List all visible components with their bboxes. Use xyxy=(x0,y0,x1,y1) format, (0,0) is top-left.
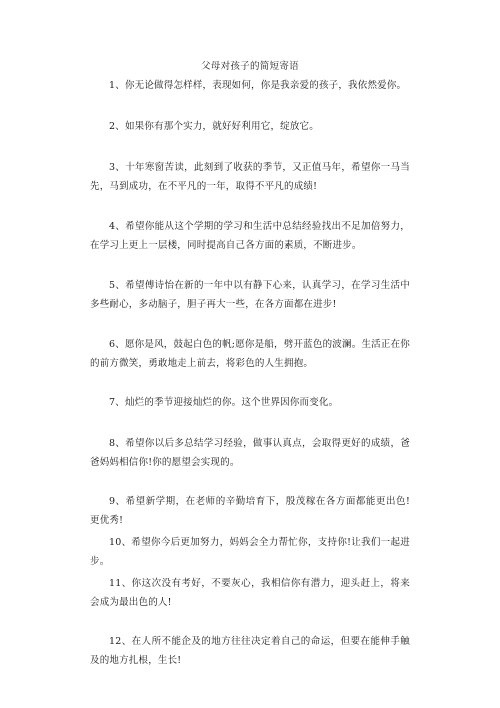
paragraph-2: 2、如果你有那个实力，就好好利用它，绽放它。 xyxy=(109,121,319,132)
paragraph-9: 9、希望新学期，在老师的辛勤培育下，殷茂稼在各方面都能更出色!更优秀! xyxy=(90,496,410,526)
paragraph-7: 7、灿烂的季节迎接灿烂的你。这个世界因你而变化。 xyxy=(109,397,339,408)
paragraph-12: 12、在人所不能企及的地方往往决定着自己的命运，但要在能伸手触及的地方扎根，生长! xyxy=(90,636,410,666)
paragraph-3: 3、十年寒窗苦读，此刻到了收获的季节，又正值马年，希望你一马当先，马到成功，在不平凡的一年，取得不平凡的成绩! xyxy=(90,162,410,192)
paragraph-1: 1、你无论做得怎样样，表现如何，你是我亲爱的孩子，我依然爱你。 xyxy=(109,80,407,91)
paragraph-11: 11、你这次没有考好，不要灰心，我相信你有潜力，迎头赶上，将来会成为最出色的人! xyxy=(90,578,410,608)
document-title: 父母对孩子的简短寄语 xyxy=(200,61,299,72)
paragraph-6: 6、愿你是风，鼓起白色的帆;愿你是船，劈开蓝色的波澜。生活正在你的前方微笑，勇敢地走上前去，将彩色的人生拥抱。 xyxy=(90,339,410,369)
paragraph-8: 8、希望你以后多总结学习经验，做事认真点，会取得更好的成绩，爸爸妈妈相信你!你的愿望会实现的。 xyxy=(90,438,410,468)
paragraph-5: 5、希望傅诗怡在新的一年中以有静下心来，认真学习，在学习生活中多些耐心，多动脑子，胆子再大一些，在各方面都在进步! xyxy=(90,280,410,310)
paragraph-4: 4、希望你能从这个学期的学习和生活中总结经验找出不足加倍努力，在学习上更上一层楼，同时提高自己各方面的素质，不断进步。 xyxy=(90,221,410,251)
paragraph-10: 10、希望你今后更加努力，妈妈会全力帮忙你，支持你!让我们一起进步。 xyxy=(90,537,410,567)
